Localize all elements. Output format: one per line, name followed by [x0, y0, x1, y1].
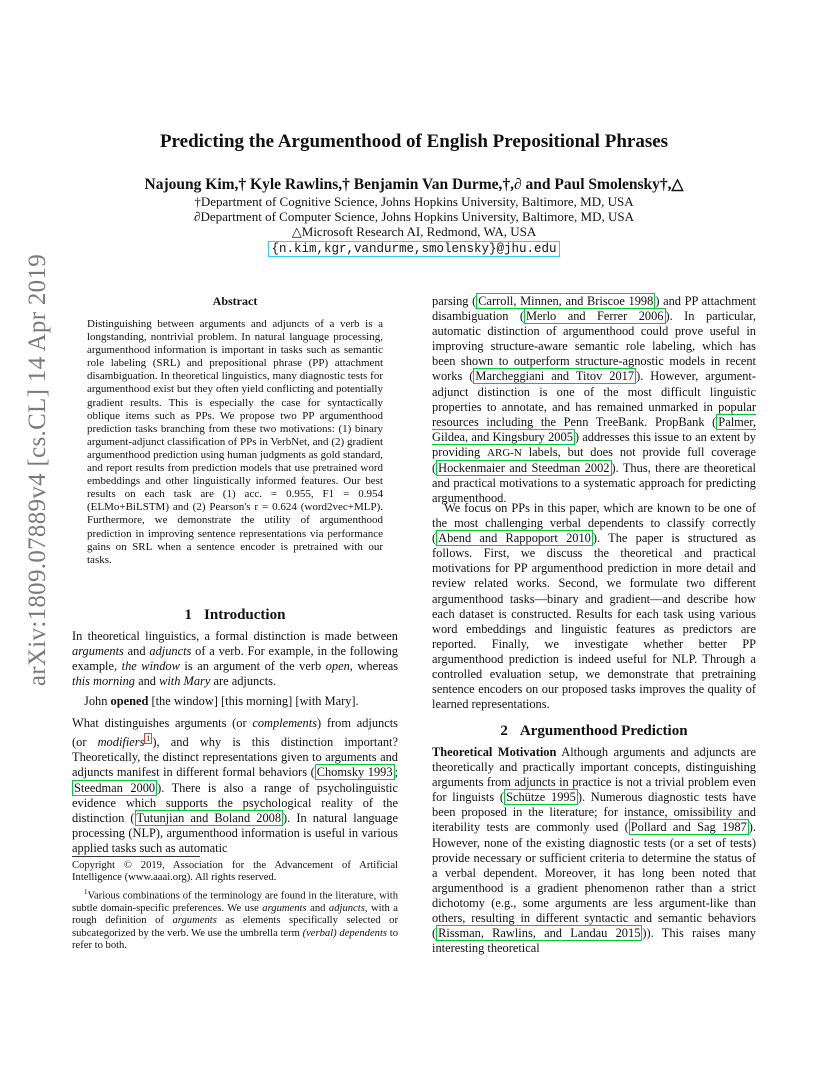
cite-abend-2010[interactable]: Abend and Rappoport 2010 [438, 531, 591, 546]
intro-example: John opened [the window] [this morning] [with Mary]. [84, 694, 359, 708]
cite-palmer-2005[interactable]: Palmer, Gildea, and Kingsbury 2005 [432, 414, 756, 444]
right-paragraph-1: parsing ( Carroll, Minnen, and Briscoe 1998 ) and PP attachment disambiguation ( Merlo and Ferrer 2006 ). In particular, automatic distinction of argumenthood could prove useful in improving structure-aware semantic role labeling, which has been shown to outperform structure-agnostic models in recent works ( Marcheggiani and Titov 2017 ). However, argument-adjunct distinction is one of the most difficult linguistic properties to annotate, and has remained unmarked in popular resources including the Penn TreeBank. PropBank ( Palmer, Gildea, and Kingsbury 2005 ) addresses this issue to an extent by providing ARG-N labels, but does not provide full coverage ( Hockenmaier and Steedman 2002 ). Thus, there are theoretical and practical motivations to a systematic approach for predicting argumenthood. [432, 294, 757, 506]
copyright-note: Copyright © 2019, Association for the Advancement of Artificial Intelligence (www.aaai.org). All rights reserved. [72, 860, 398, 884]
section-1-number: 1 [184, 607, 193, 623]
affiliation-cs: ∂Department of Computer Science, Johns Hopkins University, Baltimore, MD, USA [194, 209, 634, 224]
intro-paragraph-1: In theoretical linguistics, a formal distinction is made between arguments and adjuncts of a verb. For example, in the following example, the window is an argument of the verb open, whereas this morning and with Mary are adjuncts. [72, 629, 399, 689]
right-paragraph-3: Theoretical Motivation Although arguments and adjuncts are theoretically and practically important concepts, distinguishing arguments from adjuncts in practice is not a trivial problem even for linguists ( Schütze 1995 ). Numerous diagnostic tests have been proposed in the literature; for instance, omissibility and iterability tests are commonly used ( Pollard and Sag 1987 ). However, none of the existing diagnostic tests (or a set of tests) provide necessary or sufficient criteria to determine the status of a verbal dependent. Moreover, it has long been noted that argumenthood is a gradient phenomenon rather than a strict dichotomy (e.g., some arguments are less argument-like than others, resulting in different syntactic and semantic behaviors ( Rissman, Rawlins, and Landau 2015 )). This raises many interesting theoretical [432, 745, 757, 956]
cite-schutze-1995[interactable]: Schütze 1995 [506, 790, 576, 805]
cite-carroll-1998[interactable]: Carroll, Minnen, and Briscoe 1998 [478, 294, 654, 308]
abstract-heading: Abstract [212, 294, 258, 308]
cite-marcheggiani-2017[interactable]: Marcheggiani and Titov 2017 [475, 369, 635, 384]
intro-paragraph-2: What distinguishes arguments (or complements) from adjuncts (or modifiers $^1$ ), and why is this distinction important? Theoretically, the distinct representations given to arguments and adjuncts manifest in different formal behaviors ( Chomsky 1993 ; Steedman 2000 ). There is also a range of psycholinguistic evidence which supports the psychological reality of the distinction ( Tutunjian and Boland 2008 ). In natural language processing (NLP), argumenthood information is useful in various applied tasks such as automatic [72, 716, 399, 855]
author-email-link[interactable]: {n.kim,kgr,vandurme,smolensky}@jhu.edu [268, 241, 559, 257]
section-1-title: Introduction [204, 607, 286, 623]
section-1-heading [72, 607, 398, 624]
section-2-heading [432, 723, 756, 740]
abstract-text: Distinguishing between arguments and adjuncts of a verb is a longstanding, nontrivial problem. In natural language processing, argumenthood information is important in tasks such as semantic role labeling (SRL) and prepositional phrase (PP) attachment disambiguation. In theoretical linguistics, many diagnostic tests for argumenthood exist but they often yield conflicting and potentially gradient results. This is especially the case for syntactically oblique items such as PPs. We propose two PP argumenthood prediction tasks branching from these two motivations: (1) binary argument-adjunct classification of PPs in VerbNet, and (2) gradient argumenthood prediction using human judgments as gold standard, and report results from prediction models that use pretrained word embeddings and other linguistically informed features. Our best results on each task are (1) acc. = 0.955, F1 = 0.954 (ELMo+BiLSTM) and (2) Pearson's r = 0.624 (word2vec+MLP). Furthermore, we demonstrate the utility of argumenthood prediction in improving sentence representations via performance gains on SRL when a sentence encoder is pretrained with our tasks. [87, 318, 383, 566]
cite-steedman-2000[interactable]: Steedman 2000 [74, 780, 156, 795]
cite-merlo-2006[interactable]: Merlo and Ferrer 2006 [525, 309, 664, 324]
section-2-title: Argumenthood Prediction [519, 723, 688, 739]
footnote-1-link[interactable]: 1 [146, 734, 151, 744]
section-2-number: 2 [500, 723, 508, 739]
footnote-1: $^1$Various combinations of the terminology are found in the literature, with subtle domain-specific preferences. We use arguments and adjuncts, with a rough definition of arguments as elements specifically selected or subcategorized by the verb. We use the umbrella term (verbal) dependents to refer to both. [72, 888, 399, 952]
arxiv-identifier: arXiv:1809.07889v4 [cs.CL] 14 Apr 2019 [24, 253, 51, 687]
cite-pollard-1987[interactable]: Pollard and Sag 1987 [630, 820, 747, 835]
affiliation-cogsci: †Department of Cognitive Science, Johns Hopkins University, Baltimore, MD, USA [194, 194, 634, 209]
cite-hockenmaier-2002[interactable]: Hockenmaier and Steedman 2002 [438, 461, 610, 476]
affiliation-microsoft: △Microsoft Research AI, Redmond, WA, USA [291, 224, 537, 239]
right-paragraph-2: We focus on PPs in this paper, which are known to be one of the most challenging verbal dependents to classify correctly ( Abend and Rappoport 2010 ). The paper is structured as follows. First, we discuss the theoretical and practical motivations for PP argumenthood prediction in more detail and review related works. Second, we formulate two different argumenthood tasks—binary and gradient—and describe how each dataset is constructed. Results for each task using various word embeddings and linguistic features as predictors are reported. Finally, we investigate whether better PP argumenthood prediction is indeed useful for NLP. Through a controlled evaluation setup, we demonstrate that pretraining sentence encoders on our proposed tasks improves the quality of learned representations. [432, 501, 757, 712]
cite-chomsky-1993[interactable]: Chomsky 1993 [316, 765, 393, 780]
email-row [0, 239, 828, 257]
paper-title: Predicting the Argumenthood of English Prepositional Phrases [159, 131, 669, 152]
footnote-rule [72, 856, 200, 857]
author-list: Najoung Kim,† Kyle Rawlins,† Benjamin Van Durme,†,∂ and Paul Smolensky†,△ [144, 176, 684, 193]
cite-rissman-2015[interactable]: Rissman, Rawlins, and Landau 2015 [438, 926, 641, 941]
cite-tutunjian-boland-2008[interactable]: Tutunjian and Boland 2008 [136, 810, 282, 825]
